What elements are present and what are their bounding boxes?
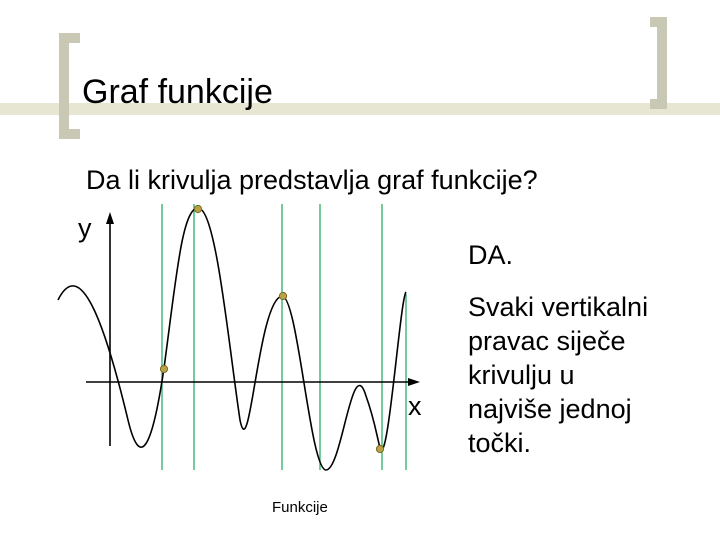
y-axis-arrow [106,212,114,224]
y-axis-label: y [78,213,92,243]
explanation-line: Svaki vertikalni [468,292,649,322]
explanation-line: pravac siječe [468,326,626,356]
explanation-line: najviše jednoj [468,394,632,424]
axes [86,212,420,446]
explanation-line: krivulju u [468,360,575,390]
question-text: Da li krivulja predstavlja graf funkcije? [86,165,538,195]
slide-title: Graf funkcije [82,73,273,111]
intersection-point-4 [376,445,383,452]
title-left-bracket [64,38,80,134]
intersection-point-3 [160,365,167,372]
answer-text: DA. [468,240,514,270]
intersection-point-1 [194,205,201,212]
footer-text: Funkcije [272,499,328,516]
x-axis-label: x [408,391,422,421]
vertical-lines [162,204,406,470]
intersection-point-2 [279,292,286,299]
explanation-line: točki. [468,428,532,458]
title-right-bracket [650,22,662,104]
explanation-text [468,290,713,460]
x-axis-arrow [408,378,420,386]
